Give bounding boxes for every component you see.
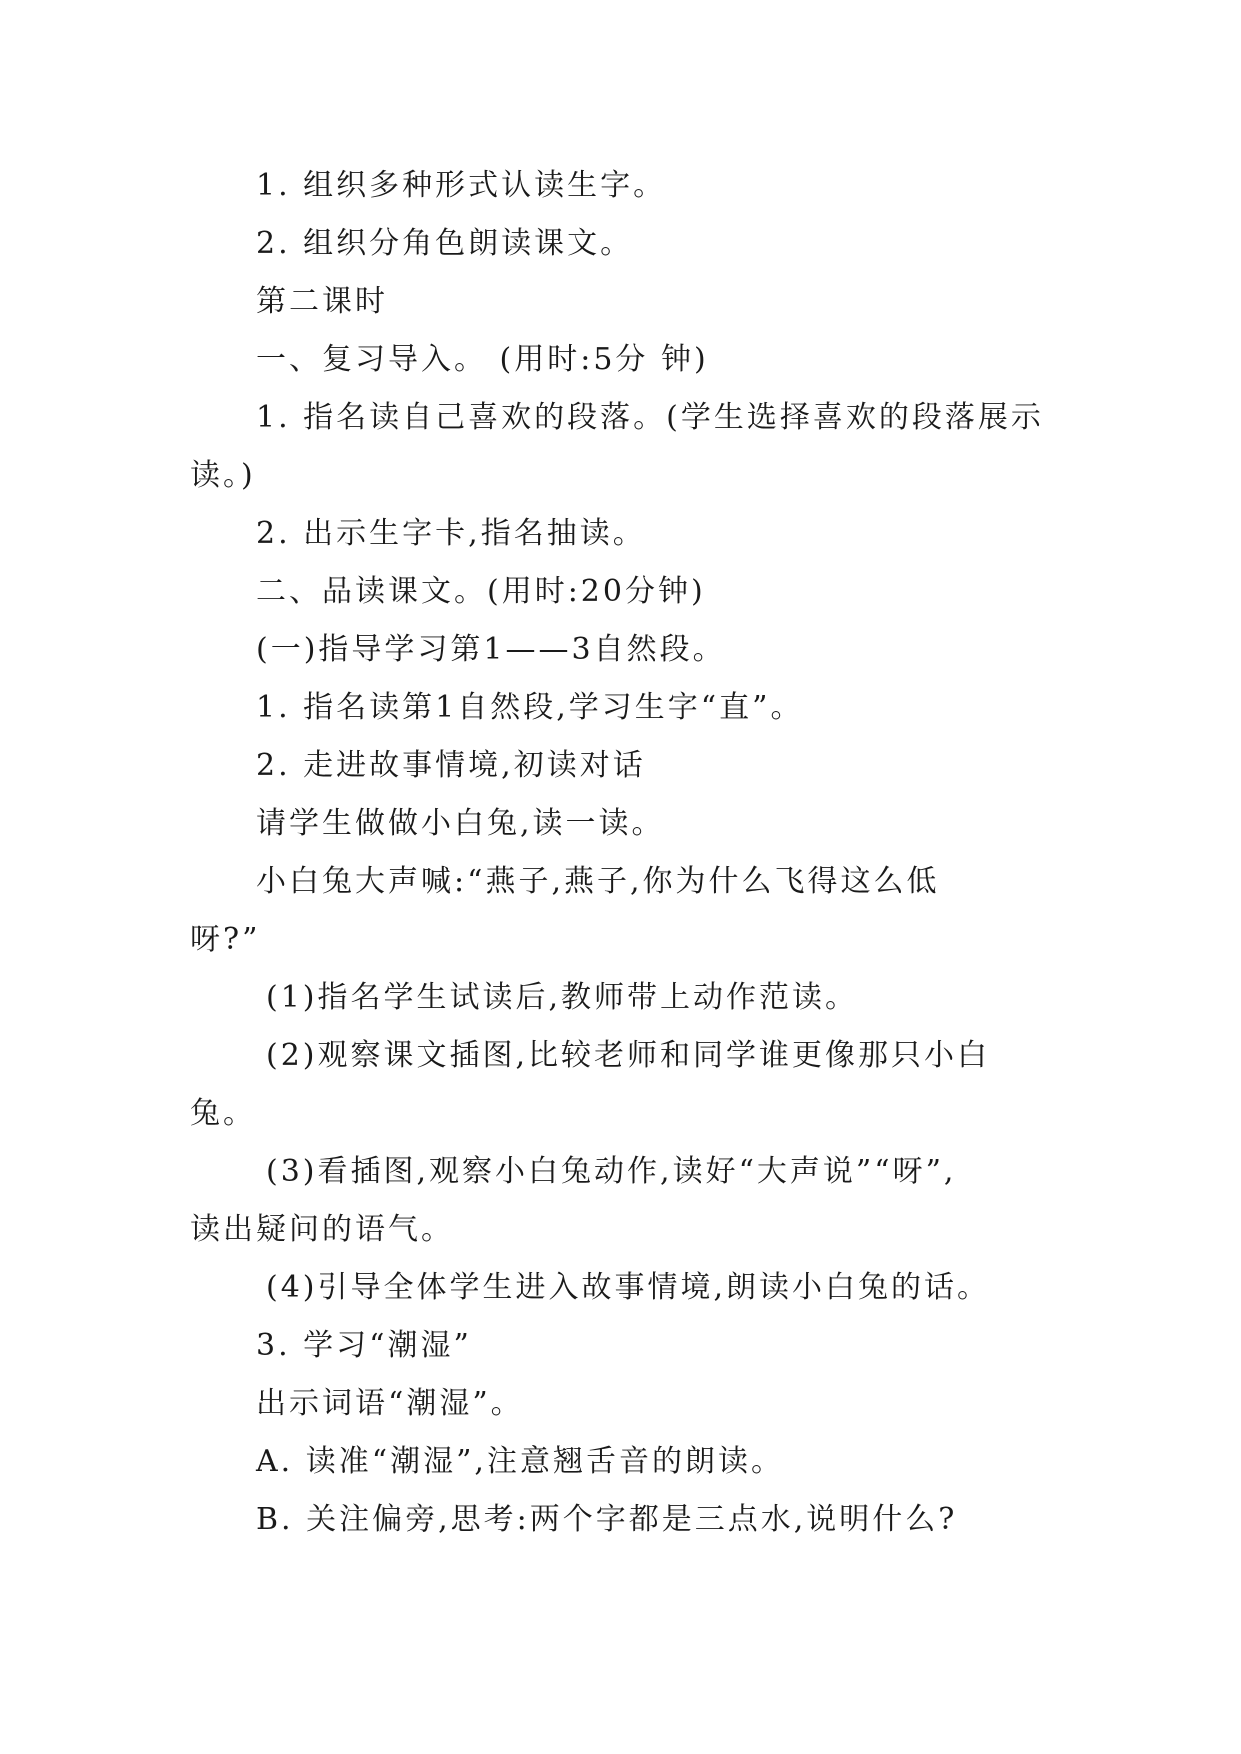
text-line: (3)看插图,观察小白兔动作,读好“大声说”“呀”, — [266, 1154, 957, 1189]
text-line: 读。) — [190, 458, 256, 493]
section-heading: 二、品读课文。(用时:20分钟) — [256, 574, 706, 609]
section-heading: 第二课时 — [256, 284, 388, 319]
text-line: 2. 走进故事情境,初读对话 — [256, 748, 646, 783]
section-heading: 一、复习导入。 (用时:5分 钟) — [256, 342, 709, 377]
text-line: (4)引导全体学生进入故事情境,朗读小白兔的话。 — [266, 1270, 991, 1305]
text-line: 1. 指名读第1自然段,学习生字“直”。 — [256, 690, 804, 725]
document-body — [190, 157, 1060, 1549]
text-line: (1)指名学生试读后,教师带上动作范读。 — [266, 980, 859, 1015]
text-line: 3. 学习“潮湿” — [256, 1328, 472, 1363]
text-line: 读出疑问的语气。 — [190, 1212, 454, 1247]
text-line: 2. 组织分角色朗读课文。 — [256, 226, 634, 261]
text-line: B. 关注偏旁,思考:两个字都是三点水,说明什么? — [256, 1502, 958, 1537]
subsection-heading: (一)指导学习第1——3自然段。 — [256, 632, 726, 667]
text-line: 小白兔大声喊:“燕子,燕子,你为什么飞得这么低 — [256, 864, 940, 899]
text-line: A. 读准“潮湿”,注意翘舌音的朗读。 — [256, 1444, 784, 1479]
text-line: 1. 指名读自己喜欢的段落。(学生选择喜欢的段落展示 — [256, 400, 1044, 435]
text-line: 1. 组织多种形式认读生字。 — [256, 168, 667, 203]
text-line: 兔。 — [190, 1096, 256, 1131]
text-line: 出示词语“潮湿”。 — [256, 1386, 524, 1421]
text-line: 呀?” — [190, 922, 261, 957]
text-line: 2. 出示生字卡,指名抽读。 — [256, 516, 646, 551]
text-line: 请学生做做小白兔,读一读。 — [256, 806, 665, 841]
text-line: (2)观察课文插图,比较老师和同学谁更像那只小白 — [266, 1038, 991, 1073]
